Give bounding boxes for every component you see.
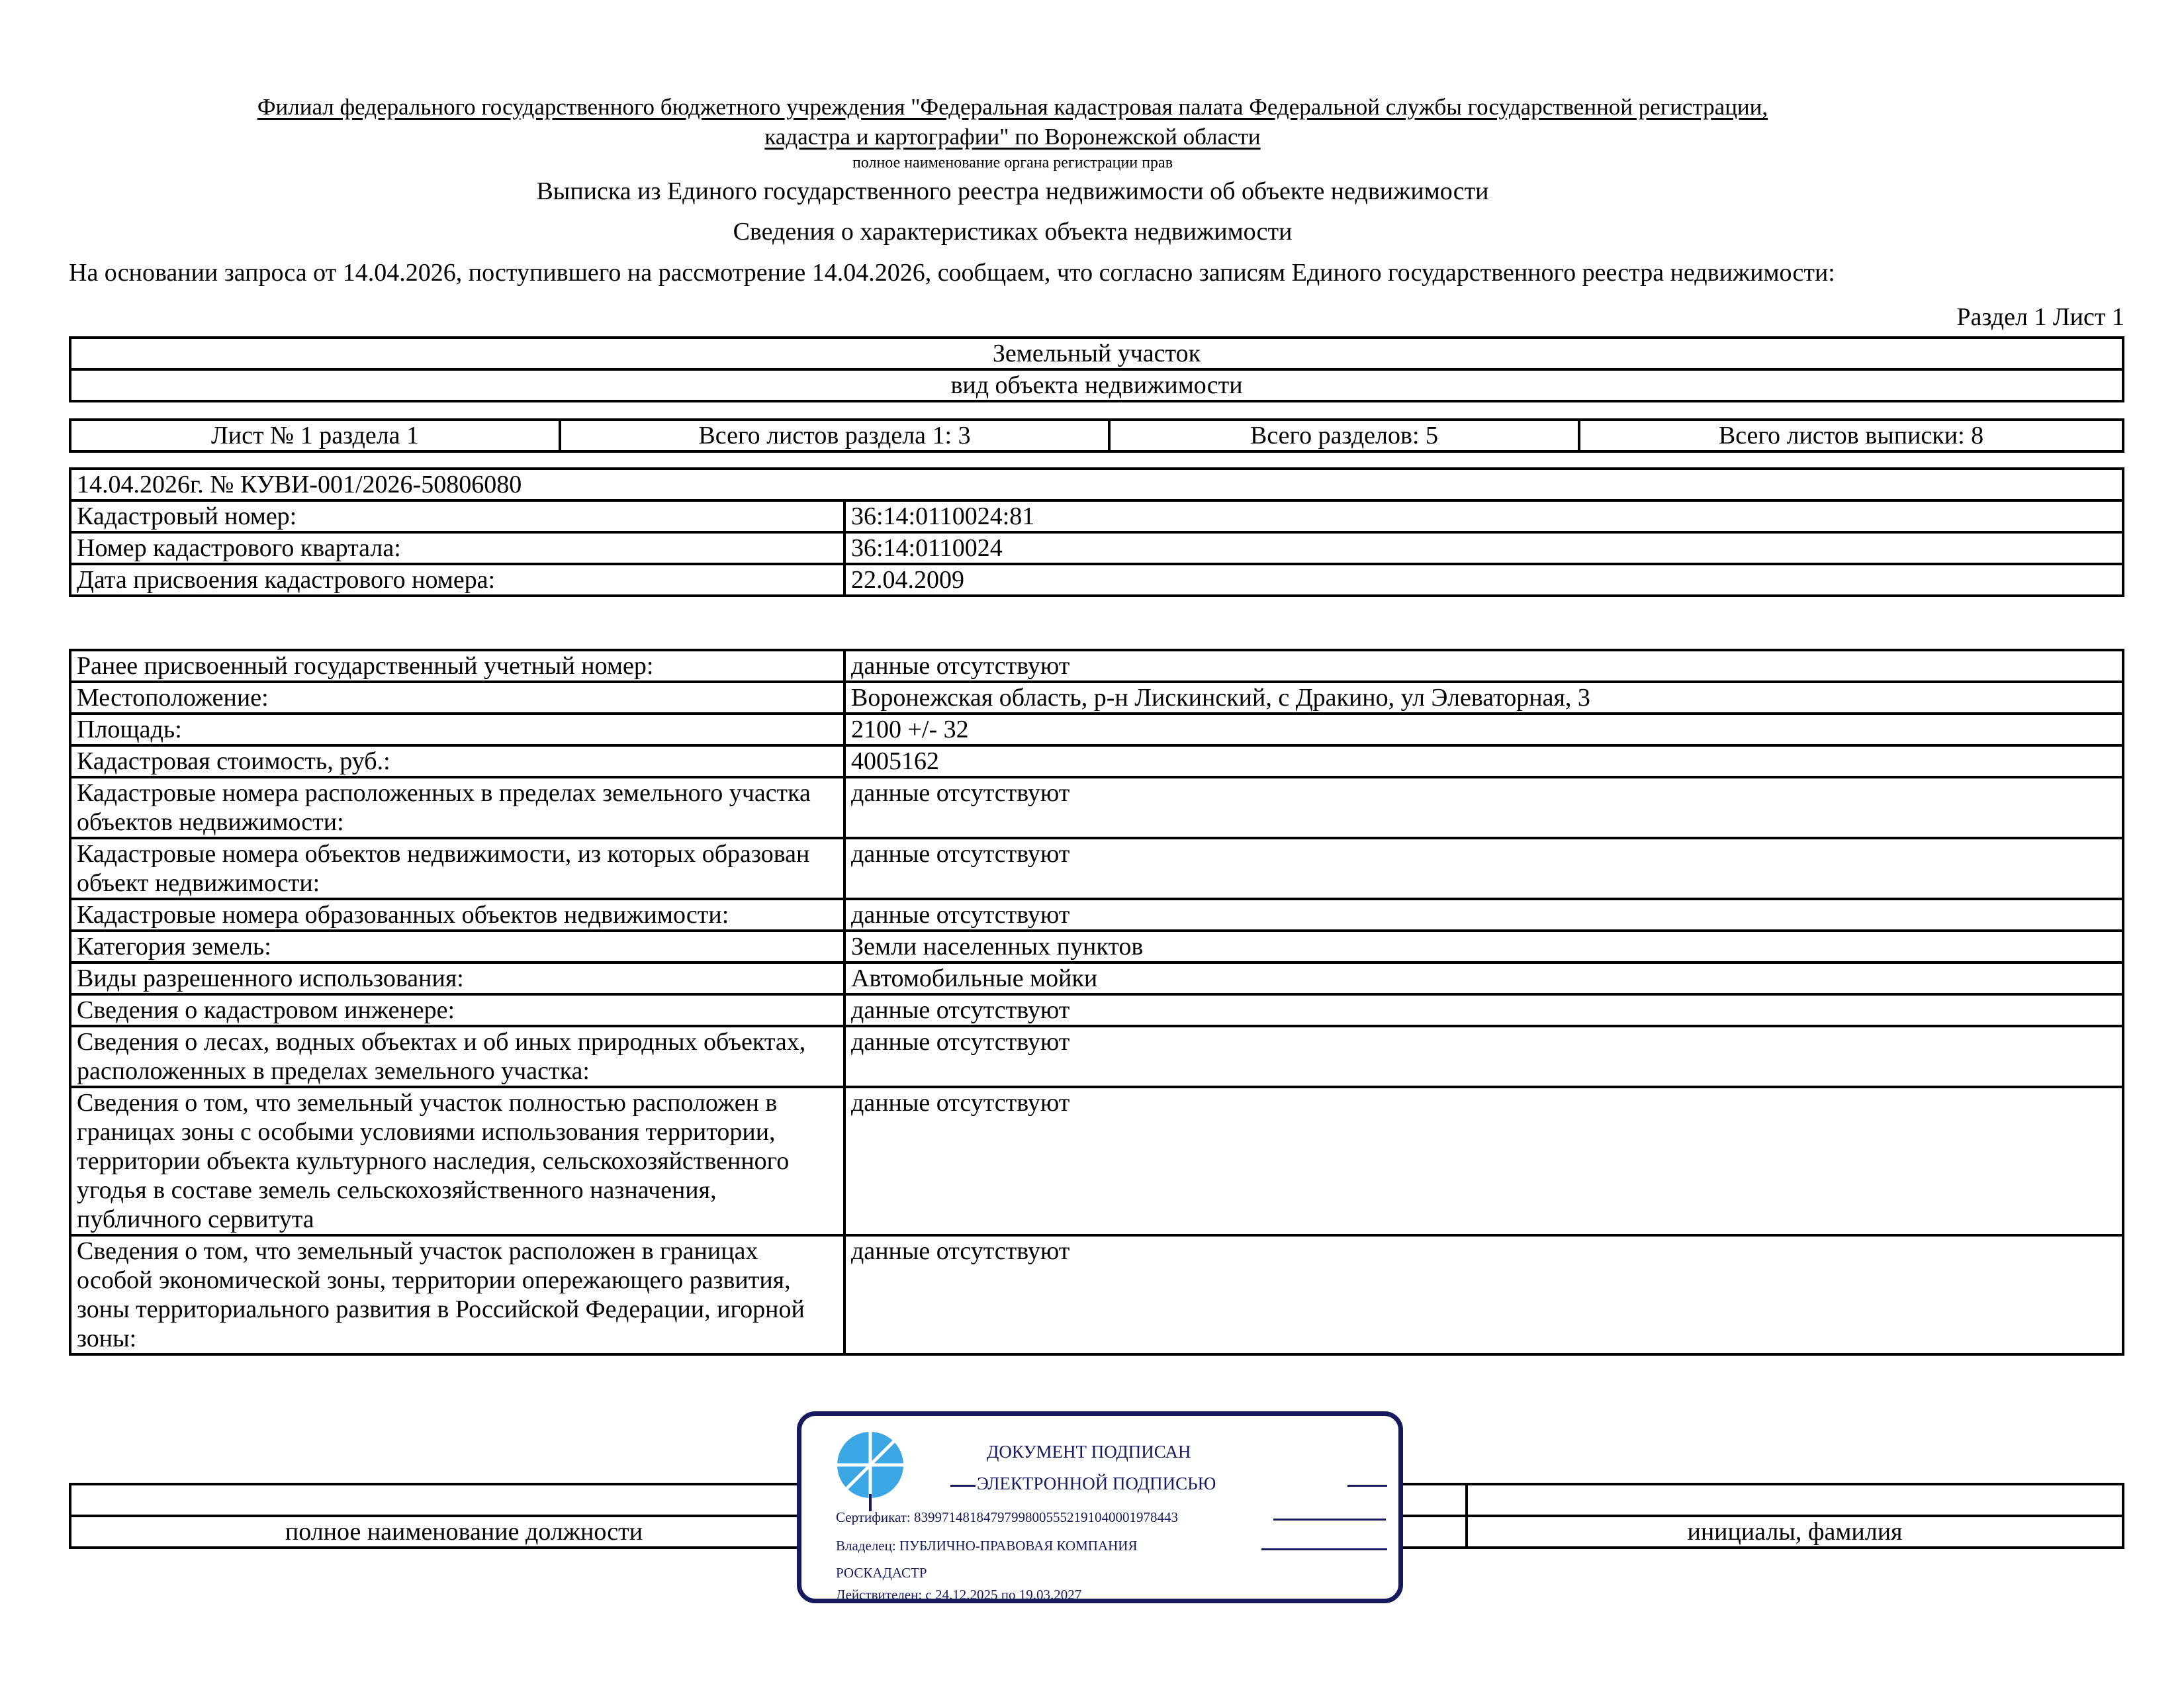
table-row [70,962,2123,994]
row-value: данные отсутствуют [844,1235,2123,1354]
electronic-signature-stamp [797,1411,1403,1603]
table-row [70,931,2123,962]
row-value: Воронежская область, р-н Лискинский, с Дракино, ул Элеваторная, 3 [844,682,2123,714]
table-row [70,899,2123,931]
row-label: Кадастровая стоимость, руб.: [70,745,844,777]
table-row [70,469,2123,500]
table-row [70,1087,2123,1235]
row-label: Площадь: [70,714,844,745]
table-row [70,838,2123,899]
stamp-rule [1347,1485,1387,1487]
document-title: Выписка из Единого государственного реестра недвижимости об объекте недвижимости [536,177,1489,205]
total-section-sheets: Всего листов раздела 1: 3 [560,420,1109,451]
stamp-rule [950,1485,976,1487]
table-row [70,777,2123,838]
row-label: Кадастровые номера объектов недвижимости, из которых образован объект недвижимости: [70,838,844,899]
row-label: Сведения о лесах, водных объектах и об иных природных объектах, расположенных в пределах земельного участка: [70,1026,844,1087]
intro-text: На основании запроса от 14.04.2026, поступившего на рассмотрение 14.04.2026, сообщаем, что согласно записям Единого государственного реестра недвижимости: [69,259,1835,287]
sheets-table [69,418,2124,453]
row-value: 22.04.2009 [844,564,2123,596]
characteristics-table [69,649,2124,1356]
row-value: данные отсутствуют [844,994,2123,1026]
table-row [70,500,2123,532]
name-field [1467,1484,2123,1516]
row-label: Номер кадастрового квартала: [70,532,844,564]
sheet-number: Лист № 1 раздела 1 [70,420,560,451]
table-row [70,532,2123,564]
row-label: Ранее присвоенный государственный учетный номер: [70,650,844,682]
name-caption: инициалы, фамилия [1467,1516,2123,1548]
stamp-line2: ЭЛЕКТРОННОЙ ПОДПИСЬЮ [977,1474,1216,1493]
table-row [70,994,2123,1026]
row-value: 2100 +/- 32 [844,714,2123,745]
total-sheets: Всего листов выписки: 8 [1579,420,2123,451]
org-name-line1: Филиал федерального государственного бюджетного учреждения "Федеральная кадастровая палата Федеральной службы государственной регистрации, [257,94,1768,120]
table-row [70,338,2123,369]
document-reference: 14.04.2026г. № КУВИ-001/2026-50806080 [70,469,2123,500]
table-row [70,420,2123,451]
row-label: Кадастровый номер: [70,500,844,532]
row-value: данные отсутствуют [844,899,2123,931]
row-label: Кадастровые номера образованных объектов недвижимости: [70,899,844,931]
row-label: Виды разрешенного использования: [70,962,844,994]
row-value: данные отсутствуют [844,650,2123,682]
document-subtitle: Сведения о характеристиках объекта недвижимости [733,218,1293,246]
org-name-line2: кадастра и картографии" по Воронежской области [764,124,1261,150]
table-row [70,714,2123,745]
stamp-owner-name: РОСКАДАСТР [836,1565,927,1581]
stamp-validity: Действителен: с 24.12.2025 по 19.03.2027 [836,1587,1082,1603]
row-label: Местоположение: [70,682,844,714]
row-value: данные отсутствуют [844,777,2123,838]
stamp-line1: ДОКУМЕНТ ПОДПИСАН [987,1442,1191,1462]
table-row [70,1026,2123,1087]
object-type-caption: вид объекта недвижимости [70,369,2123,401]
row-value: Автомобильные мойки [844,962,2123,994]
table-row [70,745,2123,777]
row-value: Земли населенных пунктов [844,931,2123,962]
row-label: Категория земель: [70,931,844,962]
stamp-owner: Владелец: ПУБЛИЧНО-ПРАВОВАЯ КОМПАНИЯ [836,1538,1138,1554]
position-field [70,1484,858,1516]
table-row [70,650,2123,682]
stamp-certificate: Сертификат: 83997148184797998005552191040001978443 [836,1509,1178,1525]
row-value: данные отсутствуют [844,1026,2123,1087]
row-value: данные отсутствуют [844,1087,2123,1235]
row-label: Кадастровые номера расположенных в пределах земельного участка объектов недвижимости: [70,777,844,838]
position-caption: полное наименование должности [70,1516,858,1548]
table-row [70,369,2123,401]
object-type-table [69,336,2124,402]
table-row [70,682,2123,714]
total-sections: Всего разделов: 5 [1109,420,1579,451]
cadastral-head-table [69,467,2124,597]
stamp-rule [1273,1519,1386,1521]
row-label: Сведения о том, что земельный участок расположен в границах особой экономической зоны, территории опережающего развития, зоны территориального развития в Российской Федерации, игорной зоны: [70,1235,844,1354]
row-value: 4005162 [844,745,2123,777]
row-value: данные отсутствуют [844,838,2123,899]
section-reference: Раздел 1 Лист 1 [1956,303,2124,331]
table-row [70,1235,2123,1354]
row-label: Сведения о том, что земельный участок полностью расположен в границах зоны с особыми условиями использования территории, территории объекта культурного наследия, сельскохозяйственного угодья в составе земель сельскохозяйственного назначения, публичного сервитута [70,1087,844,1235]
row-value: 36:14:0110024:81 [844,500,2123,532]
row-value: 36:14:0110024 [844,532,2123,564]
table-row [70,564,2123,596]
org-name-caption: полное наименование органа регистрации прав [852,154,1173,171]
row-label: Сведения о кадастровом инженере: [70,994,844,1026]
row-label: Дата присвоения кадастрового номера: [70,564,844,596]
object-type-value: Земельный участок [70,338,2123,369]
roskadastr-logo-icon [836,1430,905,1499]
stamp-rule [1261,1548,1387,1550]
